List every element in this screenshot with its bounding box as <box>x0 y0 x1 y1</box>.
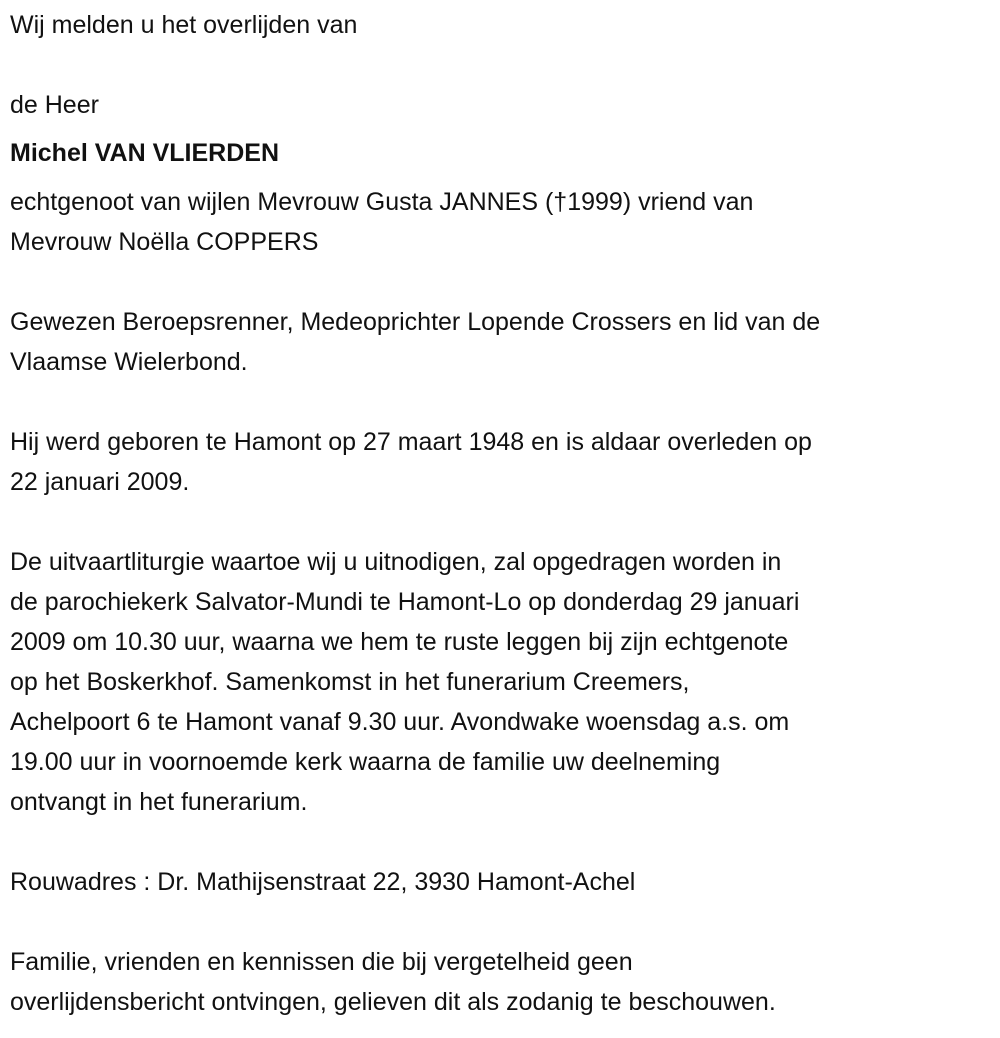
funeral-line: op het Boskerkhof. Samenkomst in het funerarium Creemers, <box>10 668 690 696</box>
funeral-line: Achelpoort 6 te Hamont vanaf 9.30 uur. Avondwake woensdag a.s. om <box>10 708 790 736</box>
funeral-line: ontvangt in het funerarium. <box>10 788 308 816</box>
career-line: Gewezen Beroepsrenner, Medeoprichter Lopende Crossers en lid van de <box>10 308 821 336</box>
relation-line: echtgenoot van wijlen Mevrouw Gusta JANNES (†1999) vriend van <box>10 188 754 216</box>
intro-text: Wij melden u het overlijden van <box>10 11 358 39</box>
birth-death-line: 22 januari 2009. <box>10 468 190 496</box>
funeral-line: De uitvaartliturgie waartoe wij u uitnodigen, zal opgedragen worden in <box>10 548 782 576</box>
deceased-name: Michel VAN VLIERDEN <box>10 139 280 167</box>
closing-line: overlijdensbericht ontvingen, gelieven dit als zodanig te beschouwen. <box>10 988 776 1016</box>
closing-line: Familie, vrienden en kennissen die bij vergetelheid geen <box>10 948 633 976</box>
relation-line: Mevrouw Noëlla COPPERS <box>10 228 319 256</box>
mourning-address: Rouwadres : Dr. Mathijsenstraat 22, 3930 Hamont-Achel <box>10 868 636 896</box>
honorific: de Heer <box>10 91 99 119</box>
birth-death-line: Hij werd geboren te Hamont op 27 maart 1948 en is aldaar overleden op <box>10 428 812 456</box>
funeral-line: 19.00 uur in voornoemde kerk waarna de familie uw deelneming <box>10 748 721 776</box>
career-line: Vlaamse Wielerbond. <box>10 348 248 376</box>
funeral-line: 2009 om 10.30 uur, waarna we hem te ruste leggen bij zijn echtgenote <box>10 628 789 656</box>
funeral-line: de parochiekerk Salvator-Mundi te Hamont-Lo op donderdag 29 januari <box>10 588 800 616</box>
